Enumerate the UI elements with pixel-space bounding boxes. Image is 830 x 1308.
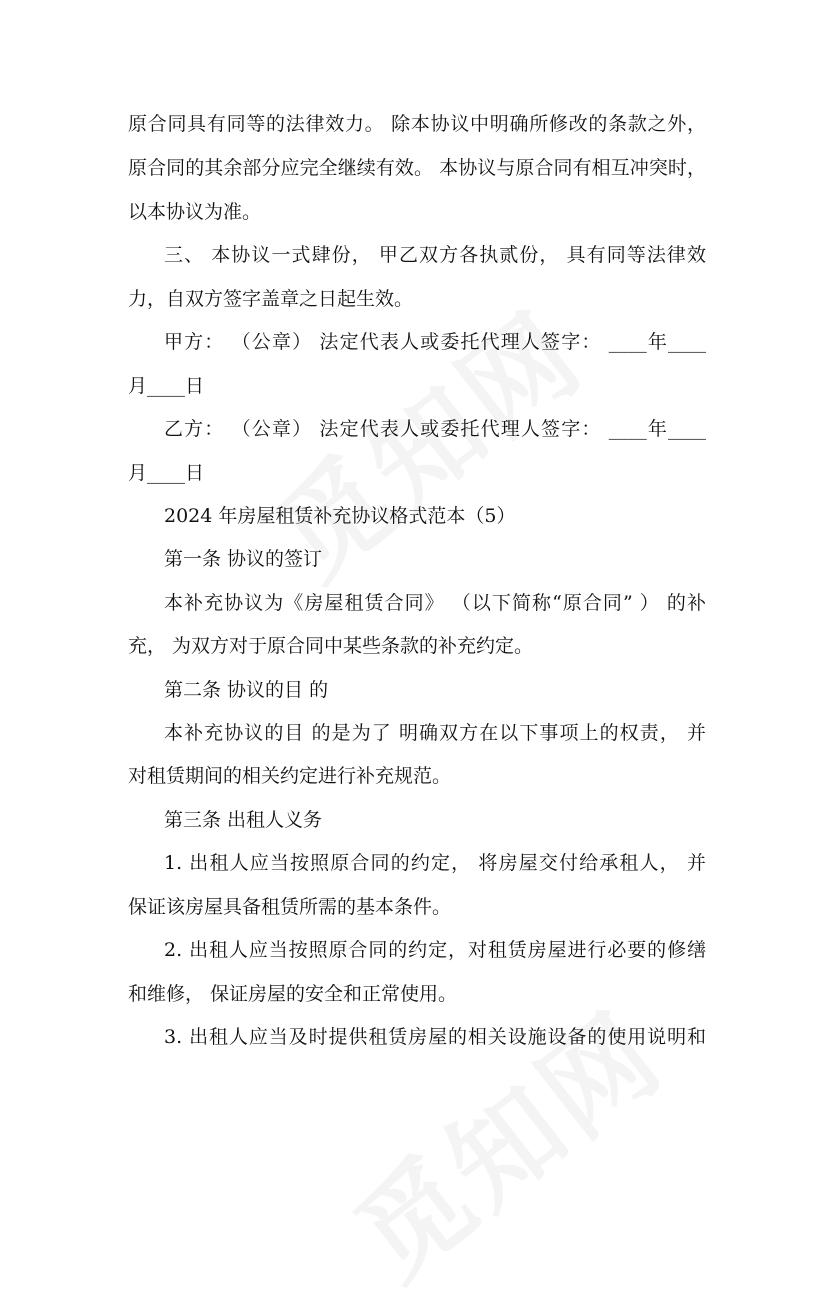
text-line: 充， 为双方对于原合同中某些条款的补充约定。 xyxy=(128,635,534,657)
text-line: 对租赁期间的相关约定进行补充规范。 xyxy=(128,765,452,787)
text-line: 原合同的其余部分应完全继续有效。 本协议与原合同有相互冲突时， xyxy=(128,157,706,179)
article-heading: 第一条 协议的签订 xyxy=(164,548,323,570)
article-heading: 第二条 协议的目 的 xyxy=(164,679,329,701)
text-line: 以本协议为准。 xyxy=(128,201,262,223)
text-line: 力，自双方签字盖章之日起生效。 xyxy=(128,288,414,310)
signature-line-party-a: 甲方： （公章） 法定代表人或委托代理人签字： ____年____ xyxy=(164,331,706,353)
article-heading: 第三条 出租人义务 xyxy=(164,809,323,831)
text-line: 保证该房屋具备租赁所需的基本条件。 xyxy=(128,896,452,918)
date-line-party-b: 月____日 xyxy=(128,462,205,484)
watermark xyxy=(318,970,690,1308)
text-line: 原合同具有同等的法律效力。 除本协议中明确所修改的条款之外， xyxy=(128,113,706,135)
section-title: 2024 年房屋租赁补充协议格式范本（5） xyxy=(164,505,516,527)
list-item: 1. 出租人应当按照原合同的约定， 将房屋交付给承租人， 并 xyxy=(164,852,706,874)
signature-line-party-b: 乙方： （公章） 法定代表人或委托代理人签字： ____年____ xyxy=(164,418,706,440)
date-line-party-a: 月____日 xyxy=(128,375,205,397)
text-line: 本补充协议为《房屋租赁合同》 （以下简称“原合同” ） 的补 xyxy=(164,592,706,614)
list-item: 2. 出租人应当按照原合同的约定，对租赁房屋进行必要的修缮 xyxy=(164,939,706,961)
text-line: 本补充协议的目 的是为了 明确双方在以下事项上的权责， 并 xyxy=(164,722,706,744)
text-line: 和维修， 保证房屋的安全和正常使用。 xyxy=(128,983,458,1005)
list-item: 3. 出租人应当及时提供租赁房屋的相关设施设备的使用说明和 xyxy=(164,1026,706,1048)
text-line: 三、 本协议一式肆份， 甲乙双方各执贰份， 具有同等法律效 xyxy=(164,244,706,266)
